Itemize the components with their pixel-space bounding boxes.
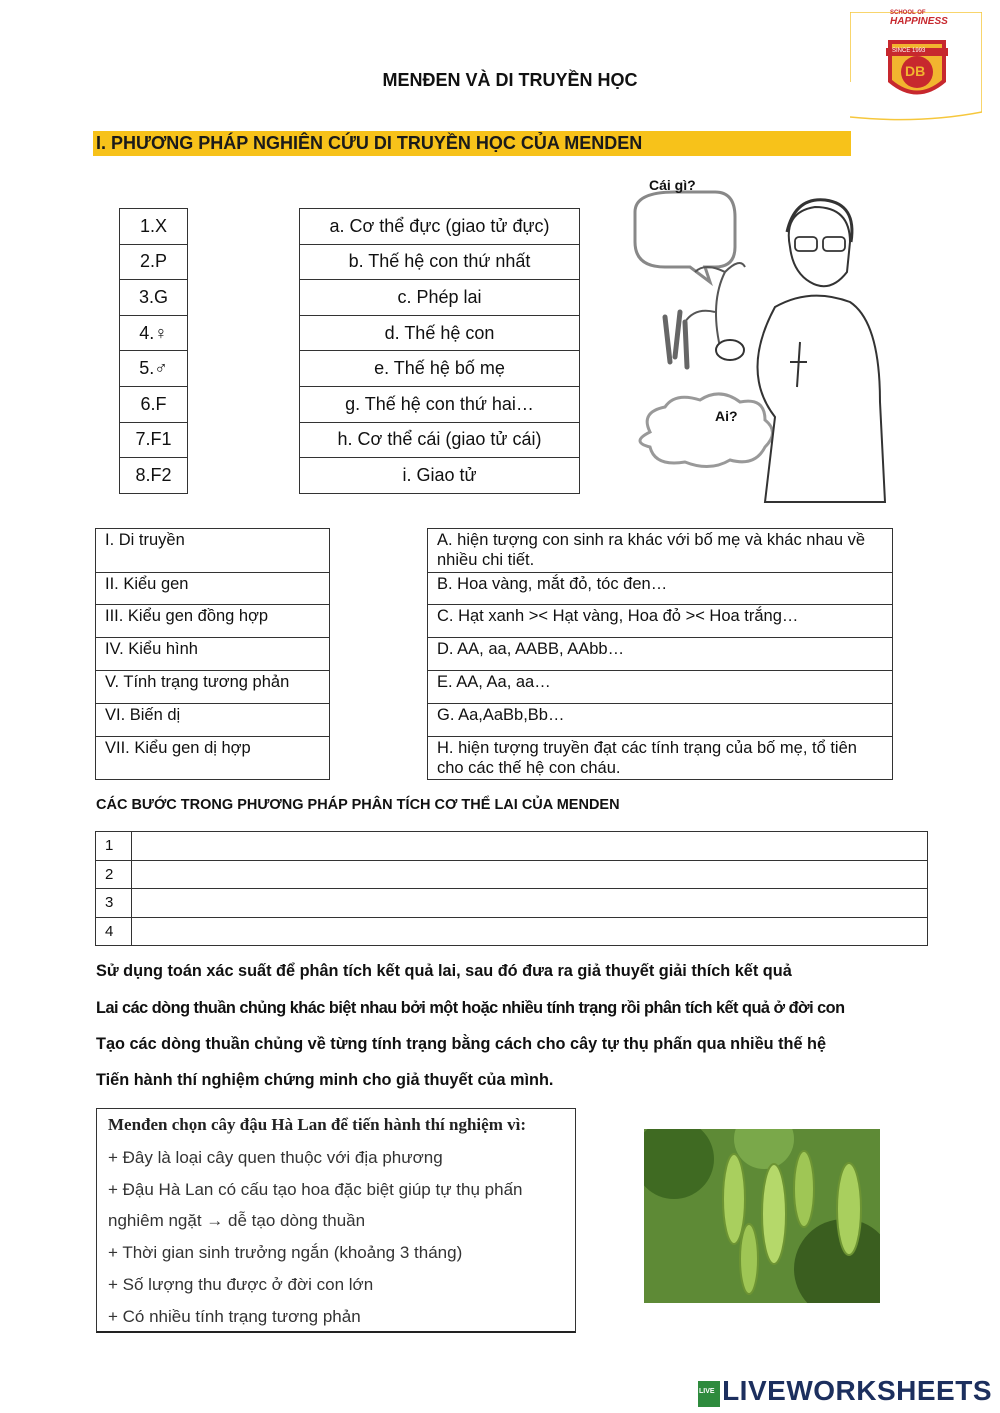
meaning-cell[interactable]: a. Cơ thể đực (giao tử đực) — [300, 209, 580, 245]
definition-cell[interactable]: B. Hoa vàng, mắt đỏ, tóc đen… — [428, 573, 893, 605]
symbol-cell[interactable]: 4.♀ — [120, 315, 188, 351]
step-row — [96, 889, 928, 918]
liveworksheets-badge — [698, 1381, 720, 1407]
term-cell[interactable]: III. Kiểu gen đồng hợp — [96, 605, 330, 638]
symbol-row — [120, 315, 188, 351]
logo-top-text: SCHOOL OF — [890, 10, 926, 16]
meaning-row — [300, 244, 580, 280]
definition-cell[interactable]: D. AA, aa, AABB, AAbb… — [428, 638, 893, 671]
term-row — [96, 605, 330, 638]
steps-table — [95, 831, 928, 946]
symbol-row — [120, 386, 188, 422]
logo-brand: HAPPINESS — [890, 16, 948, 27]
definition-cell[interactable]: G. Aa,AaBb,Bb… — [428, 704, 893, 737]
definition-row — [428, 529, 893, 573]
term-row — [96, 737, 330, 780]
info-heading: Menđen chọn cây đậu Hà Lan để tiến hành thí nghiệm vì: — [108, 1115, 526, 1134]
definition-table — [427, 528, 893, 780]
meaning-cell[interactable]: e. Thế hệ bố mẹ — [300, 351, 580, 387]
symbol-cell[interactable]: 1.X — [120, 209, 188, 245]
meaning-row — [300, 315, 580, 351]
meaning-row — [300, 386, 580, 422]
logo-since: SINCE 1993 — [892, 48, 926, 54]
meaning-row — [300, 280, 580, 316]
symbol-cell[interactable]: 6.F — [120, 386, 188, 422]
term-cell[interactable]: V. Tính trạng tương phản — [96, 671, 330, 704]
symbol-row — [120, 244, 188, 280]
step-row — [96, 917, 928, 946]
info-line: nghiêm ngặt → dễ tạo dòng thuần — [108, 1211, 366, 1230]
mendel-illustration — [625, 172, 895, 512]
info-box — [96, 1108, 576, 1333]
speech-bubble-label: Cái gì? — [649, 177, 696, 193]
step-number: 2 — [96, 860, 132, 889]
definition-row — [428, 704, 893, 737]
symbol-row — [120, 209, 188, 245]
definition-row — [428, 671, 893, 704]
step-number: 3 — [96, 889, 132, 918]
meaning-cell[interactable]: b. Thế hệ con thứ nhất — [300, 244, 580, 280]
term-row — [96, 704, 330, 737]
term-row — [96, 573, 330, 605]
symbol-row — [120, 458, 188, 494]
meaning-cell[interactable]: g. Thế hệ con thứ hai… — [300, 386, 580, 422]
definition-row — [428, 573, 893, 605]
school-logo — [850, 12, 982, 124]
info-line: + Đậu Hà Lan có cấu tạo hoa đặc biệt giúp tự thụ phấn — [108, 1180, 523, 1199]
liveworksheets-brand: LIVEWORKSHEETS — [722, 1375, 992, 1406]
pea-pod-photo — [644, 1129, 880, 1303]
step-drop-zone[interactable] — [132, 889, 928, 918]
term-row — [96, 529, 330, 573]
thought-bubble-label: Ai? — [715, 408, 738, 424]
badge-text: LIVE — [699, 1388, 715, 1395]
definition-cell[interactable]: A. hiện tượng con sinh ra khác với bố mẹ và khác nhau về nhiều chi tiết. — [428, 529, 893, 573]
symbol-row — [120, 280, 188, 316]
step-row — [96, 832, 928, 861]
term-cell[interactable]: II. Kiểu gen — [96, 573, 330, 605]
definition-cell[interactable]: E. AA, Aa, aa… — [428, 671, 893, 704]
info-line: + Có nhiều tính trạng tương phản — [108, 1307, 361, 1326]
step-number: 4 — [96, 917, 132, 946]
meaning-table — [299, 208, 580, 494]
meaning-cell[interactable]: c. Phép lai — [300, 280, 580, 316]
definition-cell[interactable]: C. Hạt xanh >< Hạt vàng, Hoa đỏ >< Hoa trắng… — [428, 605, 893, 638]
page-title: MENĐEN VÀ DI TRUYỀN HỌC — [382, 70, 638, 90]
statement-3[interactable]: Tạo các dòng thuần chủng về từng tính trạng bằng cách cho cây tự thụ phấn qua nhiều thế hệ — [96, 1035, 827, 1053]
term-table — [95, 528, 330, 780]
term-cell[interactable]: I. Di truyền — [96, 529, 330, 573]
meaning-row — [300, 209, 580, 245]
step-drop-zone[interactable] — [132, 860, 928, 889]
step-drop-zone[interactable] — [132, 917, 928, 946]
term-cell[interactable]: IV. Kiểu hình — [96, 638, 330, 671]
definition-cell[interactable]: H. hiện tượng truyền đạt các tính trạng của bố mẹ, tổ tiên cho các thế hệ con cháu. — [428, 737, 893, 780]
meaning-row — [300, 351, 580, 387]
symbol-cell[interactable]: 3.G — [120, 280, 188, 316]
steps-heading: CÁC BƯỚC TRONG PHƯƠNG PHÁP PHÂN TÍCH CƠ THỂ LAI CỦA MENDEN — [96, 797, 620, 813]
symbol-row — [120, 422, 188, 458]
meaning-cell[interactable]: h. Cơ thể cái (giao tử cái) — [300, 422, 580, 458]
meaning-row — [300, 458, 580, 494]
statement-1[interactable]: Sử dụng toán xác suất để phân tích kết quả lai, sau đó đưa ra giả thuyết giải thích kết quả — [96, 962, 792, 980]
symbol-cell[interactable]: 5.♂ — [120, 351, 188, 387]
definition-row — [428, 737, 893, 780]
step-number: 1 — [96, 832, 132, 861]
statement-2[interactable]: Lai các dòng thuần chủng khác biệt nhau bởi một hoặc nhiều tính trạng rồi phân tích kết quả ở đời con — [96, 999, 845, 1017]
symbol-cell[interactable]: 8.F2 — [120, 458, 188, 494]
info-line: + Số lượng thu được ở đời con lớn — [108, 1275, 374, 1294]
symbol-row — [120, 351, 188, 387]
symbol-table — [119, 208, 188, 494]
symbol-cell[interactable]: 2.P — [120, 244, 188, 280]
step-drop-zone[interactable] — [132, 832, 928, 861]
section-heading: I. PHƯƠNG PHÁP NGHIÊN CỨU DI TRUYỀN HỌC CỦA MENDEN — [93, 131, 851, 156]
definition-row — [428, 605, 893, 638]
info-line: + Đây là loại cây quen thuộc với địa phương — [108, 1148, 443, 1167]
info-line: + Thời gian sinh trưởng ngắn (khoảng 3 tháng) — [108, 1243, 463, 1262]
term-row — [96, 638, 330, 671]
meaning-row — [300, 422, 580, 458]
term-row — [96, 671, 330, 704]
logo-monogram: DB — [905, 63, 926, 79]
statement-4[interactable]: Tiến hành thí nghiệm chứng minh cho giả thuyết của mình. — [96, 1071, 554, 1089]
step-row — [96, 860, 928, 889]
definition-row — [428, 638, 893, 671]
symbol-cell[interactable]: 7.F1 — [120, 422, 188, 458]
meaning-cell[interactable]: i. Giao tử — [300, 458, 580, 494]
term-cell[interactable]: VII. Kiểu gen dị hợp — [96, 737, 330, 780]
meaning-cell[interactable]: d. Thế hệ con — [300, 315, 580, 351]
term-cell[interactable]: VI. Biến dị — [96, 704, 330, 737]
